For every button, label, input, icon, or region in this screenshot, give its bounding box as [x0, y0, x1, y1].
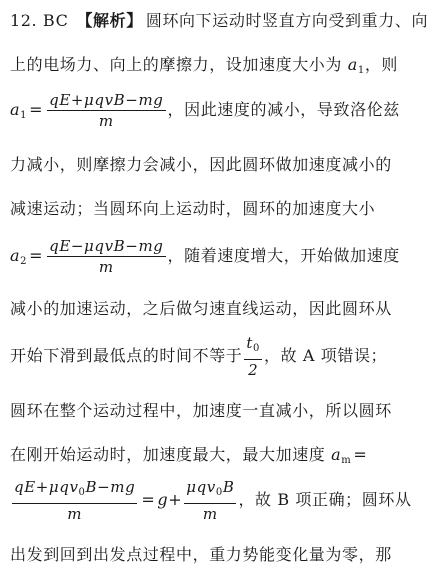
text-4: ，因此速度的减小，导致洛伦兹	[167, 100, 400, 119]
analysis-tag: 【解析】	[76, 11, 143, 30]
text-13: ，故 B 项正确；圆环从	[238, 490, 412, 509]
symbol-am: $a_m$	[331, 445, 352, 466]
text-2: 上的电场力、向上的摩擦力，设加速度大小为	[10, 55, 343, 74]
line-1	[10, 10, 441, 32]
line-4	[10, 154, 441, 176]
fraction-g-term: $\frac{\mu qv_0B}{m}$	[186, 478, 235, 523]
line-9	[10, 400, 441, 422]
line-6: $a_2$ = $\frac{\text{qE−μqvB−mg}}{m}$ ，随着速度增大，开始做加速度	[10, 237, 400, 276]
line-3: $a_1$ = $\frac{\text{qE+μqvB−mg}}{m}$ ，因此速度的减小，导致洛伦兹	[10, 91, 400, 130]
question-number: 12. BC	[10, 11, 69, 30]
text-3: ，则	[364, 55, 399, 74]
fraction-am: $\frac{qE+\mu qv_0B-mg}{m}$	[14, 478, 136, 523]
text-9: 开始下滑到最低点的时间不等于	[10, 346, 243, 365]
fraction-a1: $\frac{\text{qE+μqvB−mg}}{m}$	[49, 91, 164, 130]
text-1: 圆环向下运动时竖直方向受到重力、向	[145, 11, 429, 30]
line-8	[10, 334, 441, 379]
text-10: ，故 A 项错误；	[264, 346, 388, 365]
text-5: 力减小，则摩擦力会减小，因此圆环做加速度减小的	[10, 155, 392, 174]
symbol-a1: $a_1$	[347, 55, 365, 76]
line-5	[10, 198, 441, 220]
symbol-a2-eq: $a_2$	[10, 246, 28, 267]
line-10: 在刚开始运动时，加速度最大，最大加速度 $a_m$ =	[10, 445, 368, 466]
line-11: $\frac{qE+\mu qv_0B-mg}{m}$ = g+ $\frac{\mu qv_0B}{m}$ ，故 B 项正确；圆环从	[14, 478, 412, 523]
symbol-a1-eq: $a_1$	[10, 100, 28, 121]
line-2	[10, 54, 441, 82]
text-14: 出发到回到出发点过程中，重力势能变化量为零，那	[10, 545, 392, 564]
line-12	[10, 544, 441, 566]
text-6: 减速运动；当圆环向上运动时，圆环的加速度大小	[10, 199, 376, 218]
line-7	[10, 298, 441, 320]
fraction-a2: $\frac{\text{qE−μqvB−mg}}{m}$	[49, 237, 164, 276]
text-12: 在刚开始运动时，加速度最大，最大加速度	[10, 445, 326, 464]
text-7: ，随着速度增大，开始做加速度	[167, 246, 400, 265]
text-11: 圆环在整个运动过程中，加速度一直减小，所以圆环	[10, 401, 392, 420]
fraction-t0: $\frac{t_0}{2}$	[246, 334, 261, 379]
text-8: 减小的加速运动，之后做匀速直线运动，因此圆环从	[10, 299, 392, 318]
